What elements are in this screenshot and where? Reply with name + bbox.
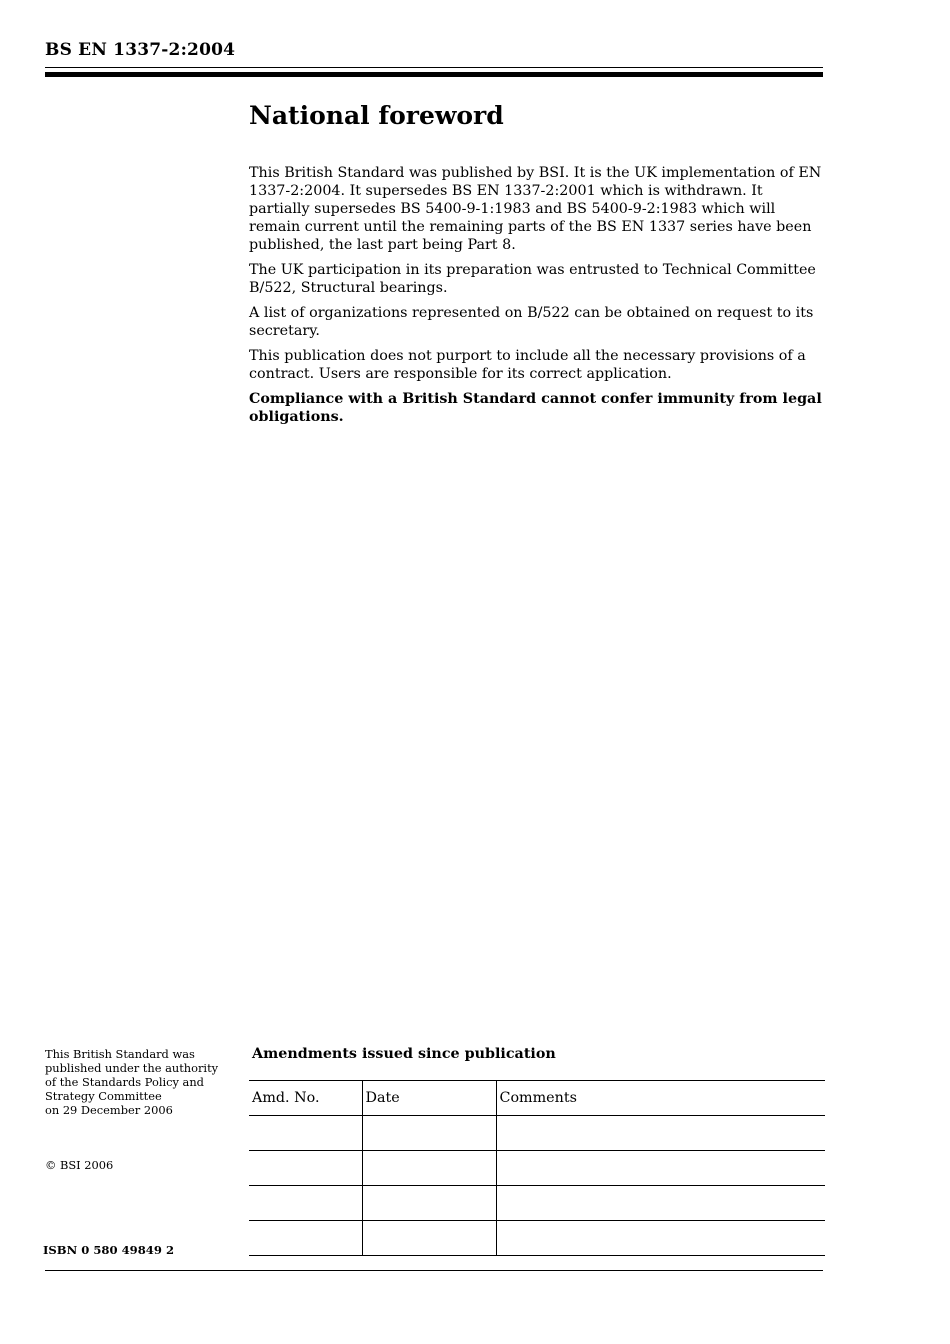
table-header-row [249, 1081, 825, 1116]
foreword-body [249, 164, 825, 433]
amendments-table [249, 1080, 825, 1256]
authority-line: published under the authority [45, 1061, 219, 1075]
paragraph-organizations: A list of organizations represented on B/522 can be obtained on request to its secretary. [249, 305, 814, 339]
table-cell [362, 1116, 496, 1151]
page-title: National foreword [249, 101, 504, 130]
column-header-amd-no: Amd. No. [249, 1081, 362, 1116]
table-cell [496, 1186, 825, 1221]
authority-line: Strategy Committee [45, 1089, 162, 1103]
table-cell [249, 1116, 362, 1151]
table-row [249, 1186, 825, 1221]
document-id: BS EN 1337-2:2004 [45, 40, 236, 60]
table-cell [249, 1221, 362, 1256]
column-header-date: Date [362, 1081, 496, 1116]
footer-rule [45, 1270, 823, 1271]
paragraph-publication: This British Standard was published by BSI. It is the UK implementation of EN 1337-2:2004. It supersedes BS EN 1337-2:2001 which is withdrawn. It partially supersedes BS 5400-9-1:1983 and BS 5400-9-2:1983 which will remain current until the remaining parts of the BS EN 1337 series have been published, the last part being Part 8. [249, 165, 822, 253]
header-thick-rule [45, 72, 823, 77]
table-cell [362, 1221, 496, 1256]
amendments-heading: Amendments issued since publication [252, 1046, 556, 1062]
paragraph-provisions: This publication does not purport to include all the necessary provisions of a contract. Users are responsible for its correct application. [249, 348, 806, 382]
authority-sidebar [45, 1047, 240, 1117]
header-thin-rule [45, 67, 823, 68]
table-cell [249, 1186, 362, 1221]
table-row [249, 1151, 825, 1186]
authority-line: This British Standard was [45, 1047, 195, 1061]
table-cell [362, 1151, 496, 1186]
column-header-comments: Comments [496, 1081, 825, 1116]
authority-line: of the Standards Policy and [45, 1075, 204, 1089]
table-row [249, 1116, 825, 1151]
copyright-notice: © BSI 2006 [45, 1158, 114, 1172]
table-cell [496, 1221, 825, 1256]
table-cell [496, 1116, 825, 1151]
authority-line: on 29 December 2006 [45, 1103, 173, 1117]
table-cell [249, 1151, 362, 1186]
isbn-number: ISBN 0 580 49849 2 [43, 1243, 175, 1257]
compliance-note: Compliance with a British Standard cannot confer immunity from legal obligations. [249, 391, 822, 425]
table-cell [362, 1186, 496, 1221]
table-row [249, 1221, 825, 1256]
table-cell [496, 1151, 825, 1186]
paragraph-participation: The UK participation in its preparation was entrusted to Technical Committee B/522, Structural bearings. [249, 262, 816, 296]
